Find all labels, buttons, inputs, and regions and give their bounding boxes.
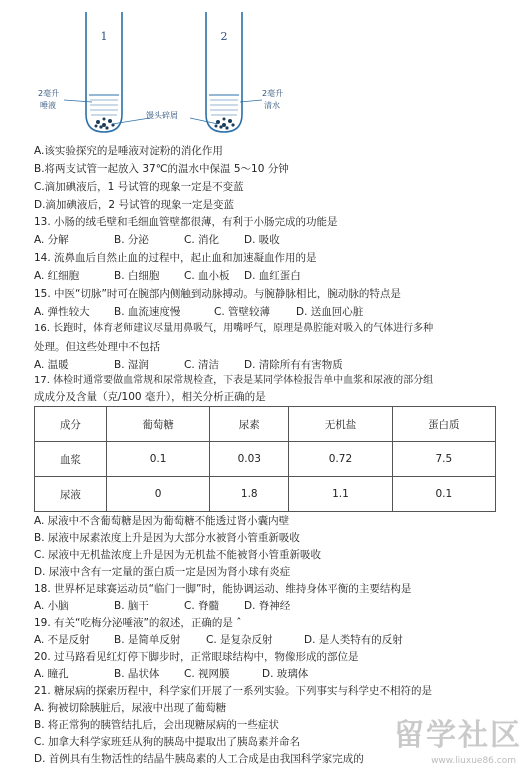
label-water-amount: 2毫升 — [262, 89, 284, 98]
q14-stem: 14. 流鼻血后自然止血的过程中，起止血和加速凝血作用的是 — [34, 252, 317, 264]
watermark-url: www.liuxue86.com — [431, 756, 516, 766]
q17-stem-line1: 17. 体检时通常要做血常规和尿常规检查，下表是某同学体检报告单中血浆和尿液的部分组 — [34, 375, 434, 386]
experiment-figure — [0, 0, 528, 140]
q12-option-d: D.滴加碘液后，2 号试管的现象一定是变蓝 — [34, 199, 234, 211]
q21-stem: 21. 糖尿病的探索历程中，科学家们开展了一系列实验。下列事实与科学史不相符的是 — [34, 685, 433, 697]
q14-option-b: B. 白细胞 — [114, 270, 160, 282]
tube-2-number: 2 — [220, 30, 228, 43]
q17-option-d: D. 尿液中含有一定量的蛋白质一定是因为肾小球有炎症 — [34, 566, 291, 578]
table-cell: 1.8 — [210, 477, 289, 512]
q15-option-c: C. 管壁较薄 — [214, 306, 271, 318]
composition-table — [34, 406, 496, 512]
q13-option-d: D. 吸收 — [244, 234, 280, 246]
q18-options — [34, 599, 496, 613]
q20-option-b: B. 晶状体 — [114, 668, 160, 680]
table-cell: 1.1 — [289, 477, 392, 512]
label-bread-crumbs: 馒头碎屑 — [146, 111, 178, 120]
q14-option-a: A. 红细胞 — [34, 270, 80, 282]
q16-option-d: D. 清除所有有害物质 — [244, 359, 343, 371]
q18-option-c: C. 脊髓 — [184, 600, 220, 612]
table-header-cell: 蛋白质 — [392, 407, 495, 442]
q17-option-a: A. 尿液中不含葡萄糖是因为葡萄糖不能透过肾小囊内壁 — [34, 515, 290, 527]
tube-1-number: 1 — [100, 30, 108, 43]
q20-option-c: C. 视网膜 — [184, 668, 230, 680]
table-row — [35, 442, 496, 477]
q19-option-b: B. 是简单反射 — [114, 634, 181, 646]
label-water: 清水 — [264, 101, 280, 110]
q16-option-c: C. 清洁 — [184, 359, 220, 371]
table-header-row — [35, 407, 496, 442]
q13-option-b: B. 分泌 — [114, 234, 149, 246]
q14-options — [34, 269, 496, 283]
q20-stem: 20. 过马路看见红灯停下脚步时，正常眼球结构中，物像形成的部位是 — [34, 651, 359, 663]
q15-options — [34, 305, 496, 319]
table-header-cell: 葡萄糖 — [106, 407, 209, 442]
q17-stem-line2: 成成分及含量（克/100 毫升），相关分析正确的是 — [34, 391, 266, 403]
q20-option-a: A. 瞳孔 — [34, 668, 69, 680]
q21-option-c: C. 加拿大科学家班廷从狗的胰岛中提取出了胰岛素并命名 — [34, 736, 301, 748]
table-header-cell: 成分 — [35, 407, 107, 442]
table-cell: 0.1 — [106, 442, 209, 477]
table-cell: 尿液 — [35, 477, 107, 512]
q18-stem: 18. 世界杯足球赛运动员“临门一脚”时，能协调运动、维持身体平衡的主要结构是 — [34, 583, 412, 595]
table-header-cell: 尿素 — [210, 407, 289, 442]
q15-option-a: A. 弹性较大 — [34, 306, 90, 318]
label-saliva: 唾液 — [40, 101, 56, 110]
q21-option-d: D. 首例具有生物活性的结晶牛胰岛素的人工合成是由我国科学家完成的 — [34, 753, 364, 765]
q19-option-a: A. 不是反射 — [34, 634, 90, 646]
q13-options — [34, 233, 496, 247]
q18-option-d: D. 脊神经 — [244, 600, 291, 612]
q18-option-a: A. 小脑 — [34, 600, 69, 612]
q17-option-b: B. 尿液中尿素浓度上升是因为大部分水被肾小管重新吸收 — [34, 532, 300, 544]
q15-option-b: B. 血流速度慢 — [114, 306, 181, 318]
q16-option-b: B. 湿润 — [114, 359, 149, 371]
q19-options — [34, 633, 496, 647]
table-cell: 血浆 — [35, 442, 107, 477]
q14-option-d: D. 血红蛋白 — [244, 270, 301, 282]
q16-options — [34, 358, 496, 372]
q19-option-d: D. 是人类特有的反射 — [304, 634, 403, 646]
q16-stem-line1: 16. 长跑时，体育老师建议尽量用鼻吸气，用嘴呼气，原理是鼻腔能对吸入的气体进行多种 — [34, 323, 434, 334]
table-cell: 0 — [106, 477, 209, 512]
q13-option-a: A. 分解 — [34, 234, 69, 246]
watermark-logo: 留学社区 — [394, 718, 522, 753]
q17-option-c: C. 尿液中无机盐浓度上升是因为无机盐不能被肾小管重新吸收 — [34, 549, 322, 561]
q21-option-b: B. 将正常狗的胰管结扎后，会出现糖尿病的一些症状 — [34, 719, 279, 731]
q12-option-c: C.滴加碘液后，1 号试管的现象一定是不变蓝 — [34, 181, 244, 193]
test-tubes-diagram — [0, 0, 528, 140]
q12-option-b: B.将两支试管一起放入 37℃的温水中保温 5～10 分钟 — [34, 163, 289, 175]
q15-option-d: D. 送血回心脏 — [296, 306, 364, 318]
table-cell: 0.03 — [210, 442, 289, 477]
q21-option-a: A. 狗被切除胰脏后，尿液中出现了葡萄糖 — [34, 702, 227, 714]
q20-options — [34, 667, 496, 681]
q16-stem-line2: 处理。但这些处理中不包括 — [34, 341, 160, 353]
q14-option-c: C. 血小板 — [184, 270, 230, 282]
q18-option-b: B. 脑干 — [114, 600, 149, 612]
q20-option-d: D. 玻璃体 — [262, 668, 309, 680]
table-cell: 0.1 — [392, 477, 495, 512]
q12-option-a: A.该实验探究的是唾液对淀粉的消化作用 — [34, 145, 223, 157]
q13-option-c: C. 消化 — [184, 234, 220, 246]
q19-option-c: C. 是复杂反射 — [206, 634, 273, 646]
table-cell: 7.5 — [392, 442, 495, 477]
table-row — [35, 477, 496, 512]
q16-option-a: A. 温暖 — [34, 359, 69, 371]
q19-stem: 19. 有关“吃梅分泌唾液”的叙述，正确的是 ˆ — [34, 617, 242, 629]
table-header-cell: 无机盐 — [289, 407, 392, 442]
label-saliva-amount: 2毫升 — [38, 89, 60, 98]
table-cell: 0.72 — [289, 442, 392, 477]
q15-stem: 15. 中医“切脉”时可在腕部内侧触到动脉搏动。与腕静脉相比，腕动脉的特点是 — [34, 288, 401, 300]
q13-stem: 13. 小肠的绒毛壁和毛细血管壁都很薄，有利于小肠完成的功能是 — [34, 216, 338, 228]
